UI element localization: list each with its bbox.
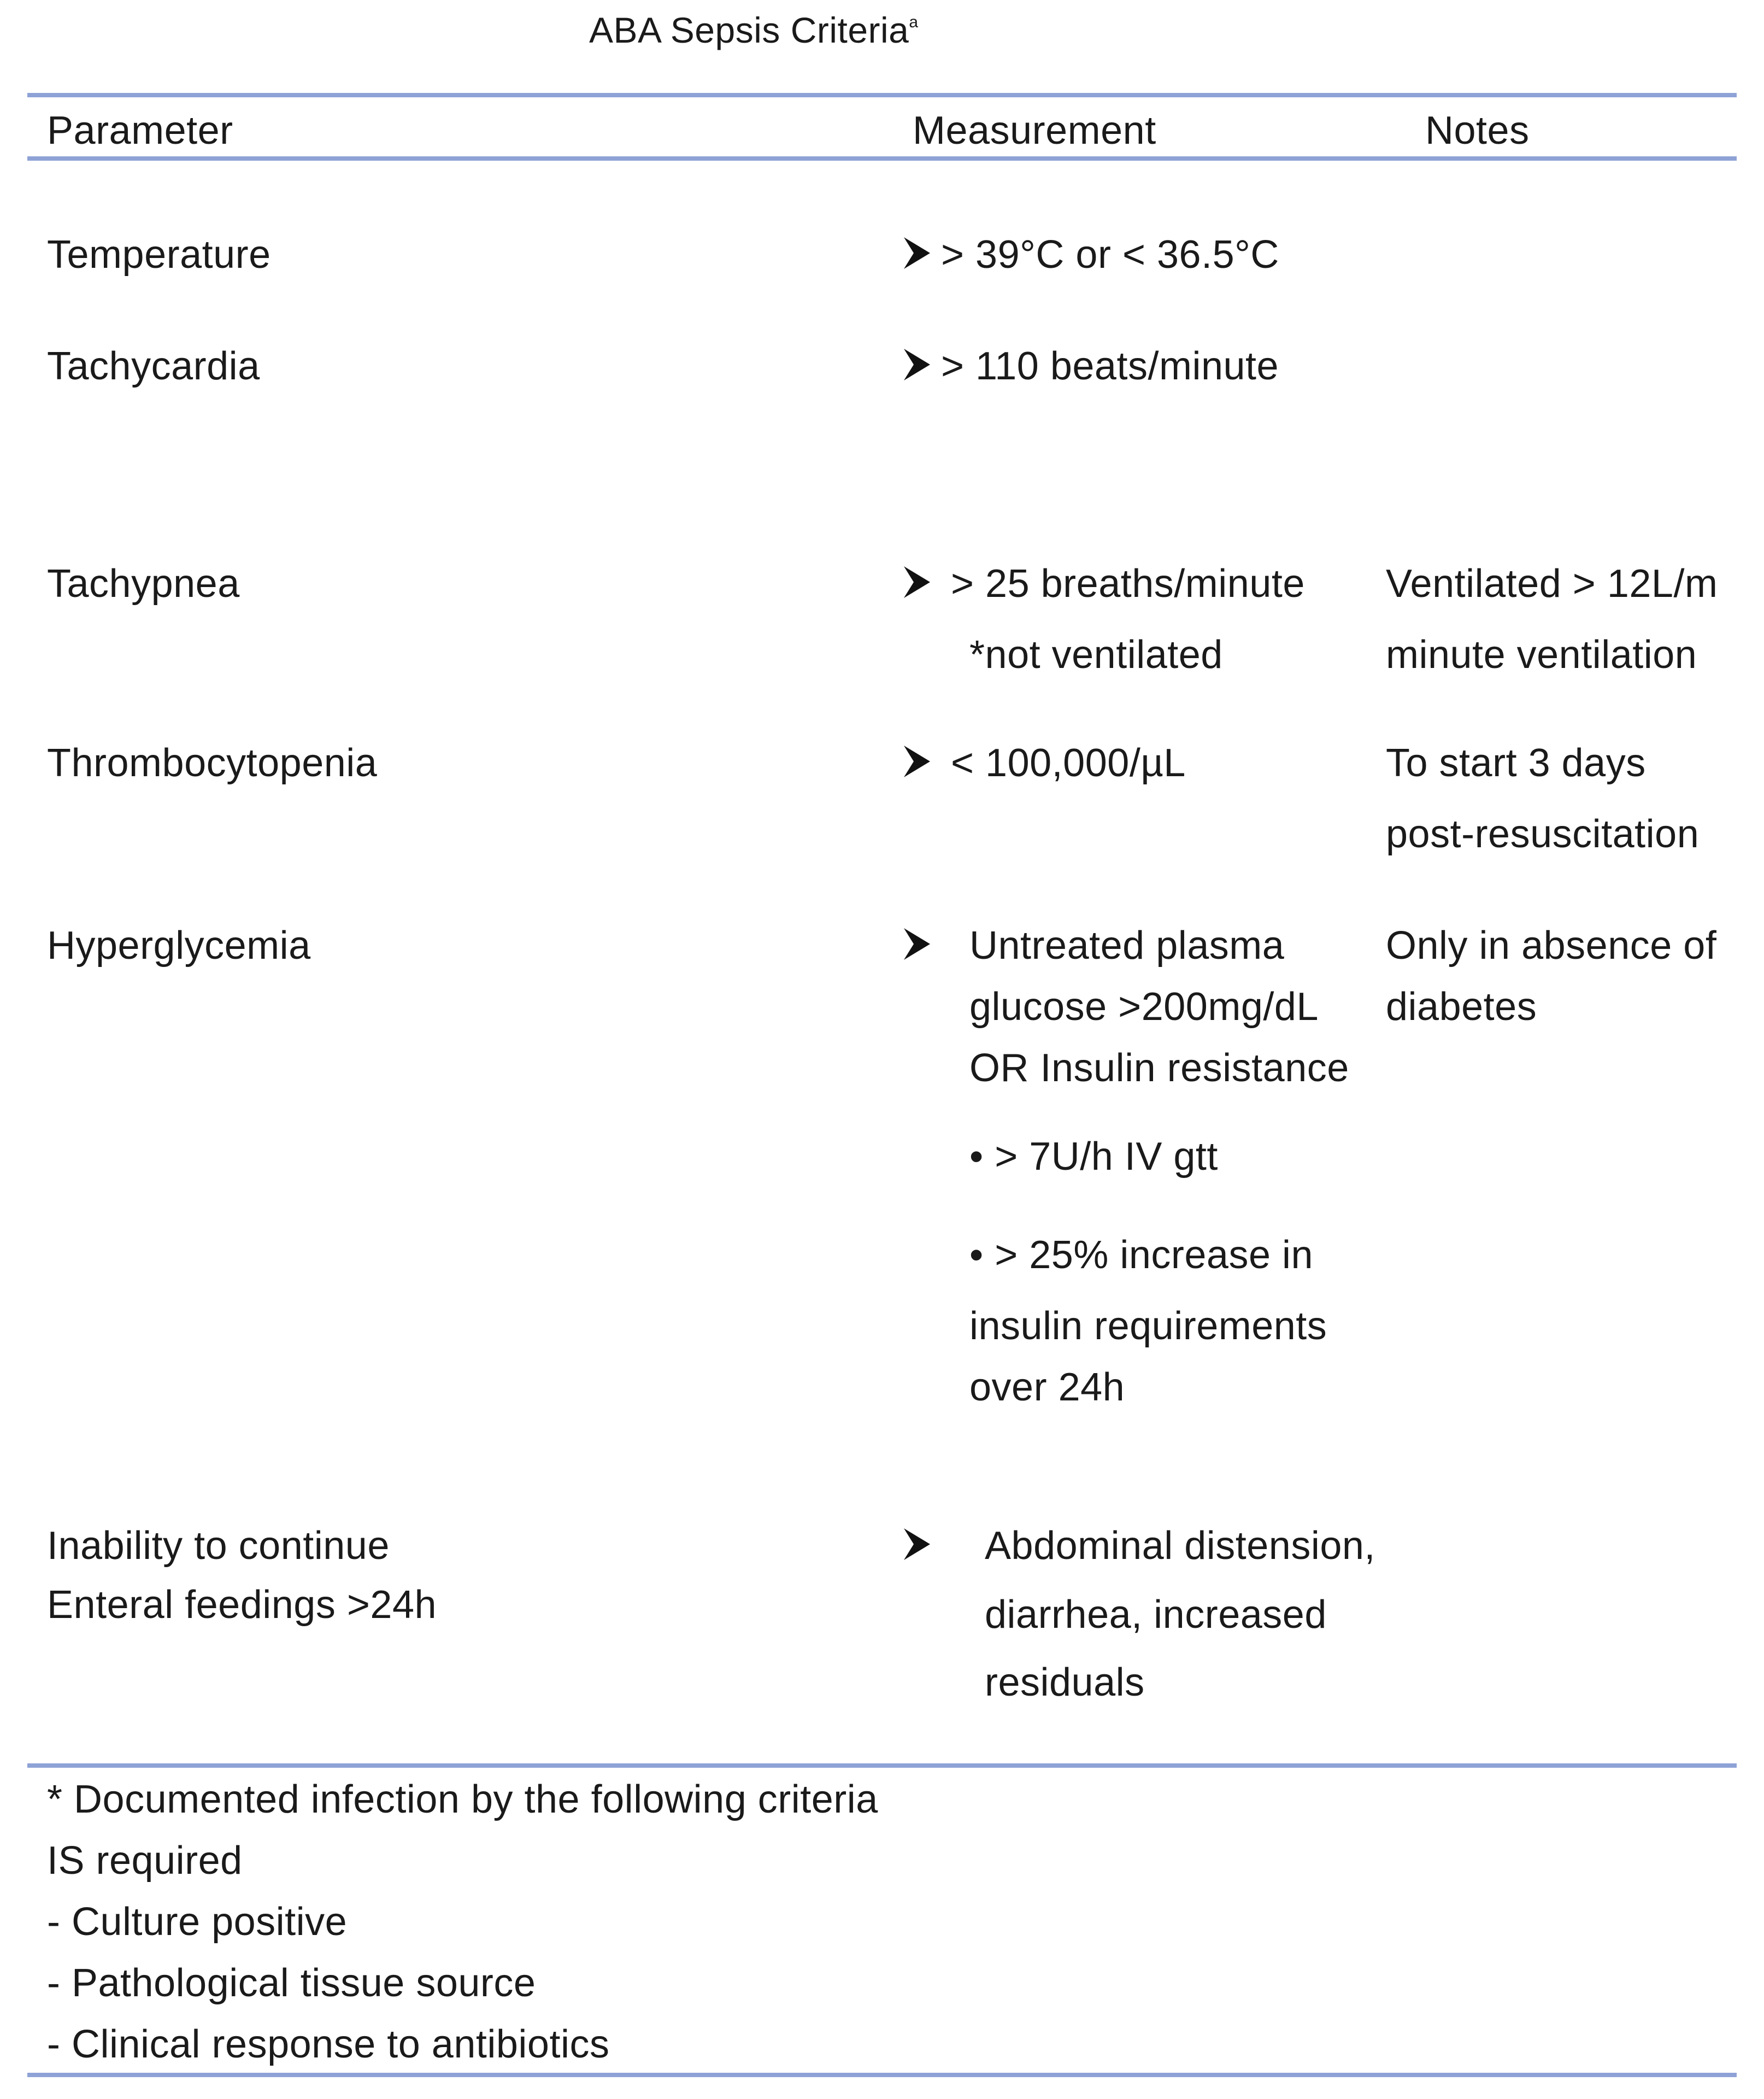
row-notes: Only in absence of xyxy=(1386,924,1717,968)
row-notes: minute ventilation xyxy=(1386,633,1697,677)
row-measurement-note: *not ventilated xyxy=(969,633,1223,677)
row-measurement: Untreated plasma xyxy=(969,924,1285,968)
footnote-line: - Pathological tissue source xyxy=(47,1961,536,2005)
table-title-text: ABA Sepsis Criteria xyxy=(589,10,909,50)
arrowhead-bullet-icon xyxy=(903,565,931,599)
arrowhead-bullet-icon xyxy=(903,348,931,382)
row-measurement: > 110 beats/minute xyxy=(941,344,1279,388)
row-measurement: Abdominal distension, xyxy=(985,1524,1375,1568)
row-measurement: < 100,000/µL xyxy=(951,741,1186,785)
table-title-superscript: a xyxy=(909,13,919,31)
row-measurement: > 25 breaths/minute xyxy=(951,562,1305,606)
header-bottom-rule xyxy=(27,156,1737,161)
header-top-rule xyxy=(27,93,1737,97)
row-measurement: > 39°C or < 36.5°C xyxy=(941,233,1279,277)
row-parameter: Inability to continue xyxy=(47,1524,390,1568)
arrowhead-bullet-icon xyxy=(903,744,931,778)
row-measurement: insulin requirements xyxy=(969,1304,1327,1348)
column-header-measurement: Measurement xyxy=(913,109,1156,153)
row-parameter: Enteral feedings >24h xyxy=(47,1583,437,1627)
footnote-line: * Documented infection by the following criteria xyxy=(47,1778,878,1821)
arrowhead-bullet-icon xyxy=(903,927,931,961)
footnote-top-rule xyxy=(27,1763,1737,1768)
row-measurement-subitem: • > 25% increase in xyxy=(969,1233,1314,1277)
row-notes: post-resuscitation xyxy=(1386,812,1700,856)
row-measurement: glucose >200mg/dL xyxy=(969,985,1319,1029)
row-measurement: over 24h xyxy=(969,1365,1125,1409)
table-title xyxy=(589,12,919,48)
column-header-notes: Notes xyxy=(1425,109,1530,153)
row-parameter: Tachycardia xyxy=(47,344,260,388)
row-parameter: Thrombocytopenia xyxy=(47,741,378,785)
row-notes: diabetes xyxy=(1386,985,1537,1029)
row-measurement: diarrhea, increased xyxy=(985,1593,1327,1637)
footnote-line: - Culture positive xyxy=(47,1900,348,1944)
footnote-line: IS required xyxy=(47,1839,243,1883)
row-notes: To start 3 days xyxy=(1386,741,1646,785)
arrowhead-bullet-icon xyxy=(903,236,931,270)
row-measurement-subitem: • > 7U/h IV gtt xyxy=(969,1135,1218,1179)
row-parameter: Temperature xyxy=(47,233,271,277)
row-parameter: Hyperglycemia xyxy=(47,924,311,968)
table-bottom-rule xyxy=(27,2073,1737,2077)
arrowhead-bullet-icon xyxy=(903,1527,931,1561)
row-notes: Ventilated > 12L/m xyxy=(1386,562,1718,606)
row-measurement: residuals xyxy=(985,1661,1145,1704)
footnote-line: - Clinical response to antibiotics xyxy=(47,2022,610,2066)
row-measurement: OR Insulin resistance xyxy=(969,1046,1349,1090)
row-parameter: Tachypnea xyxy=(47,562,240,606)
column-header-parameter: Parameter xyxy=(47,109,233,153)
